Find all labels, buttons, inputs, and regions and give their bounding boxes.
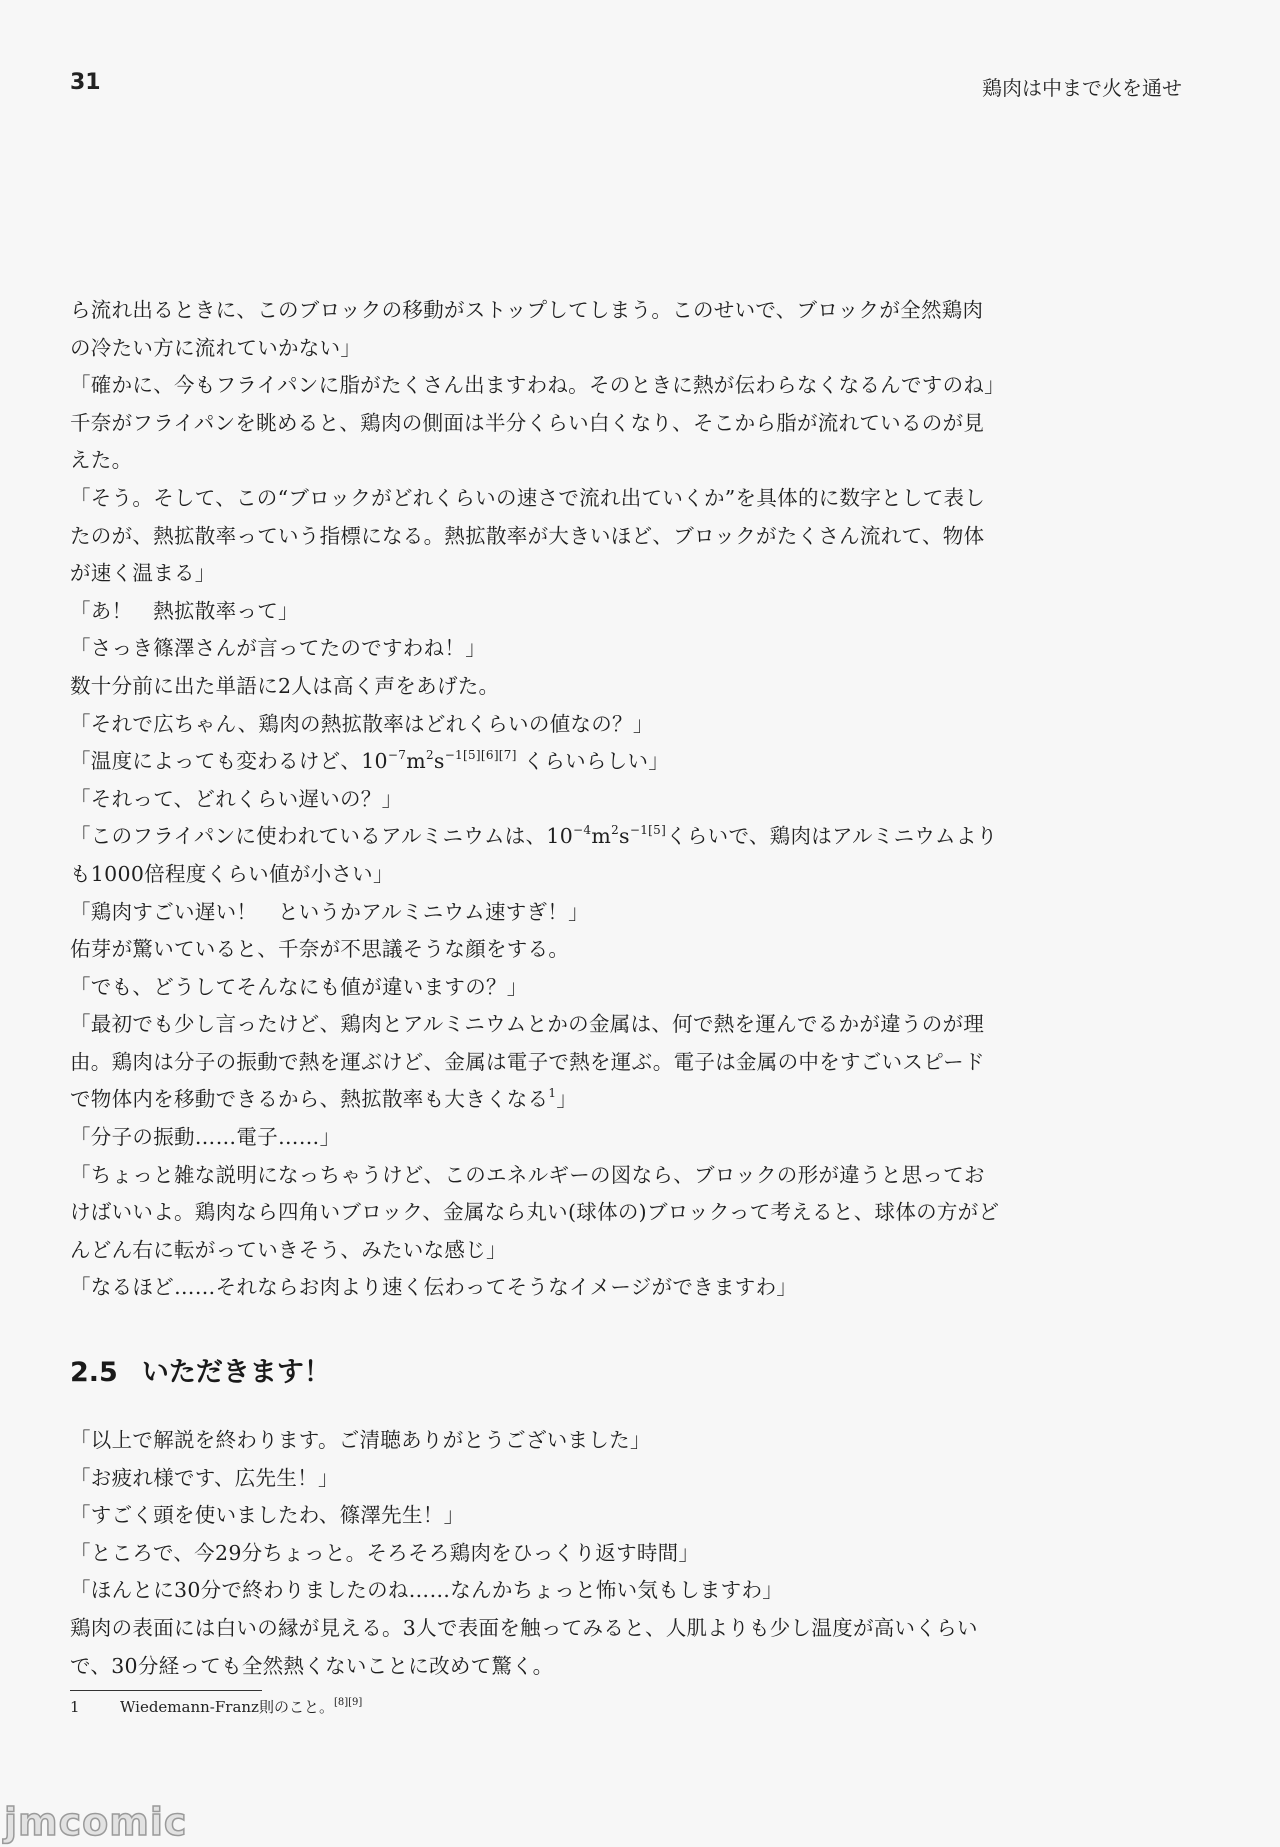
text-run: 「最初でも少し言ったけど、鶏肉とアルミニウムとかの金属は、何で熱を運んでるかが違うのが理由。鶏肉は分子の振動で熱を運ぶけど、金属は電子で熱を運ぶ。電子は金属の中をすごいスピードで物体内を移動できるから、熱拡散率も大きくなる	[70, 1012, 985, 1112]
paragraph: 「ところで、今29分ちょっと。そろそろ鶏肉をひっくり返す時間」	[70, 1540, 700, 1565]
paragraph: 「お疲れ様です、広先生！」	[70, 1465, 339, 1490]
text-run: m	[591, 824, 612, 849]
paragraph: 「鶏肉すごい遅い！ というかアルミニウム速すぎ！」	[70, 899, 589, 924]
text-run: 「温度によっても変わるけど、10	[70, 749, 388, 774]
paragraph: 「それで広ちゃん、鶏肉の熱拡散率はどれくらいの値なの？」	[70, 711, 654, 736]
paragraph: 「確かに、今もフライパンに脂がたくさん出ますわね。そのときに熱が伝わらなくなるんですのね」	[70, 373, 1005, 398]
text-run: くらいらしい」	[516, 749, 670, 774]
main-text	[70, 292, 1005, 1307]
text-run: s	[433, 749, 445, 774]
paragraph: 鶏肉の表面には白いの縁が見える。3人で表面を触ってみると、人肌よりも少し温度が高いくらいで、30分経っても全然熱くないことに改めて驚く。	[70, 1615, 978, 1678]
footnote-divider	[70, 1690, 262, 1691]
text-run: s	[619, 824, 630, 849]
footnote-text: Wiedemann-Franz則のこと。	[120, 1698, 334, 1716]
citation-refs: [8][9]	[333, 1697, 363, 1708]
citation-refs: [5]	[648, 823, 667, 838]
section-title: いただきます！	[141, 1357, 331, 1388]
paragraph: 「ほんとに30分で終わりましたのね……なんかちょっと怖い気もしますわ」	[70, 1578, 784, 1603]
exponent: −4	[573, 823, 592, 838]
paragraph: 「でも、どうしてそんなにも値が違いますの？」	[70, 974, 528, 999]
citation-refs: [5][6][7]	[463, 748, 517, 763]
paragraph: 数十分前に出た単語に2人は高く声をあげた。	[70, 673, 500, 698]
paragraph-metal	[70, 1006, 1000, 1119]
text-run: m	[406, 749, 426, 774]
paragraph-temperature	[70, 743, 1000, 781]
paragraph: 千奈がフライパンを眺めると、鶏肉の側面は半分くらい白くなり、そこから脂が流れているのが見えた。	[70, 410, 985, 473]
paragraph: 「あ！ 熱拡散率って」	[70, 598, 299, 623]
paragraph: 「それって、どれくらい遅いの？」	[70, 786, 403, 811]
section-number: 2.5	[70, 1357, 118, 1388]
page-number: 31	[70, 70, 101, 95]
paragraph: ら流れ出るときに、このブロックの移動がストップしてしまう。このせいで、ブロックが全然鶏肉の冷たい方に流れていかない」	[70, 298, 984, 360]
exponent: 2	[611, 823, 620, 838]
paragraph: 「分子の振動……電子……」	[70, 1125, 341, 1150]
exponent: −1	[629, 823, 649, 838]
paragraph: 「さっき篠澤さんが言ってたのですわね！」	[70, 636, 486, 661]
paragraph: 「そう。そして、この“ブロックがどれくらいの速さで流れ出ていくか”を具体的に数字として表したのが、熱拡散率っていう指標になる。熱拡散率が大きいほど、ブロックがたくさん流れて、物体が速く温まる」	[70, 485, 986, 586]
text-run: 」	[556, 1087, 578, 1112]
paragraph: 「すごく頭を使いましたわ、篠澤先生！」	[70, 1503, 465, 1528]
paragraph-aluminium	[70, 818, 1000, 893]
section-text	[70, 1422, 1000, 1685]
paragraph: 「以上で解説を終わります。ご清聴ありがとうございました」	[70, 1428, 651, 1452]
paragraph: 佑芽が驚いていると、千奈が不思議そうな顔をする。	[70, 937, 570, 962]
footnote-mark[interactable]: 1	[548, 1086, 557, 1101]
footnote-number: 1	[70, 1698, 80, 1716]
exponent: −1	[444, 748, 463, 763]
exponent: −7	[387, 748, 407, 763]
section-heading	[70, 1350, 331, 1389]
paragraph: 「ちょっと雑な説明になっちゃうけど、このエネルギーの図なら、ブロックの形が違うと思っておけばいいよ。鶏肉なら四角いブロック、金属なら丸い(球体の)ブロックって考えると、球体の方がどんどん右に転がっていきそう、みたいな感じ」	[70, 1162, 1000, 1262]
text-run: くらいで、鶏肉はアルミニウムよりも1000倍程度くらい値が小さい」	[70, 824, 998, 886]
exponent: 2	[425, 748, 434, 763]
text-run: 「このフライパンに使われているアルミニウムは、10	[70, 824, 574, 849]
footnote	[70, 1696, 362, 1717]
running-title: 鶏肉は中まで火を通せ	[982, 76, 1182, 100]
paragraph: 「なるほど……それならお肉より速く伝わってそうなイメージができますわ」	[70, 1275, 798, 1300]
watermark-logo: jmcomic	[4, 1800, 188, 1844]
